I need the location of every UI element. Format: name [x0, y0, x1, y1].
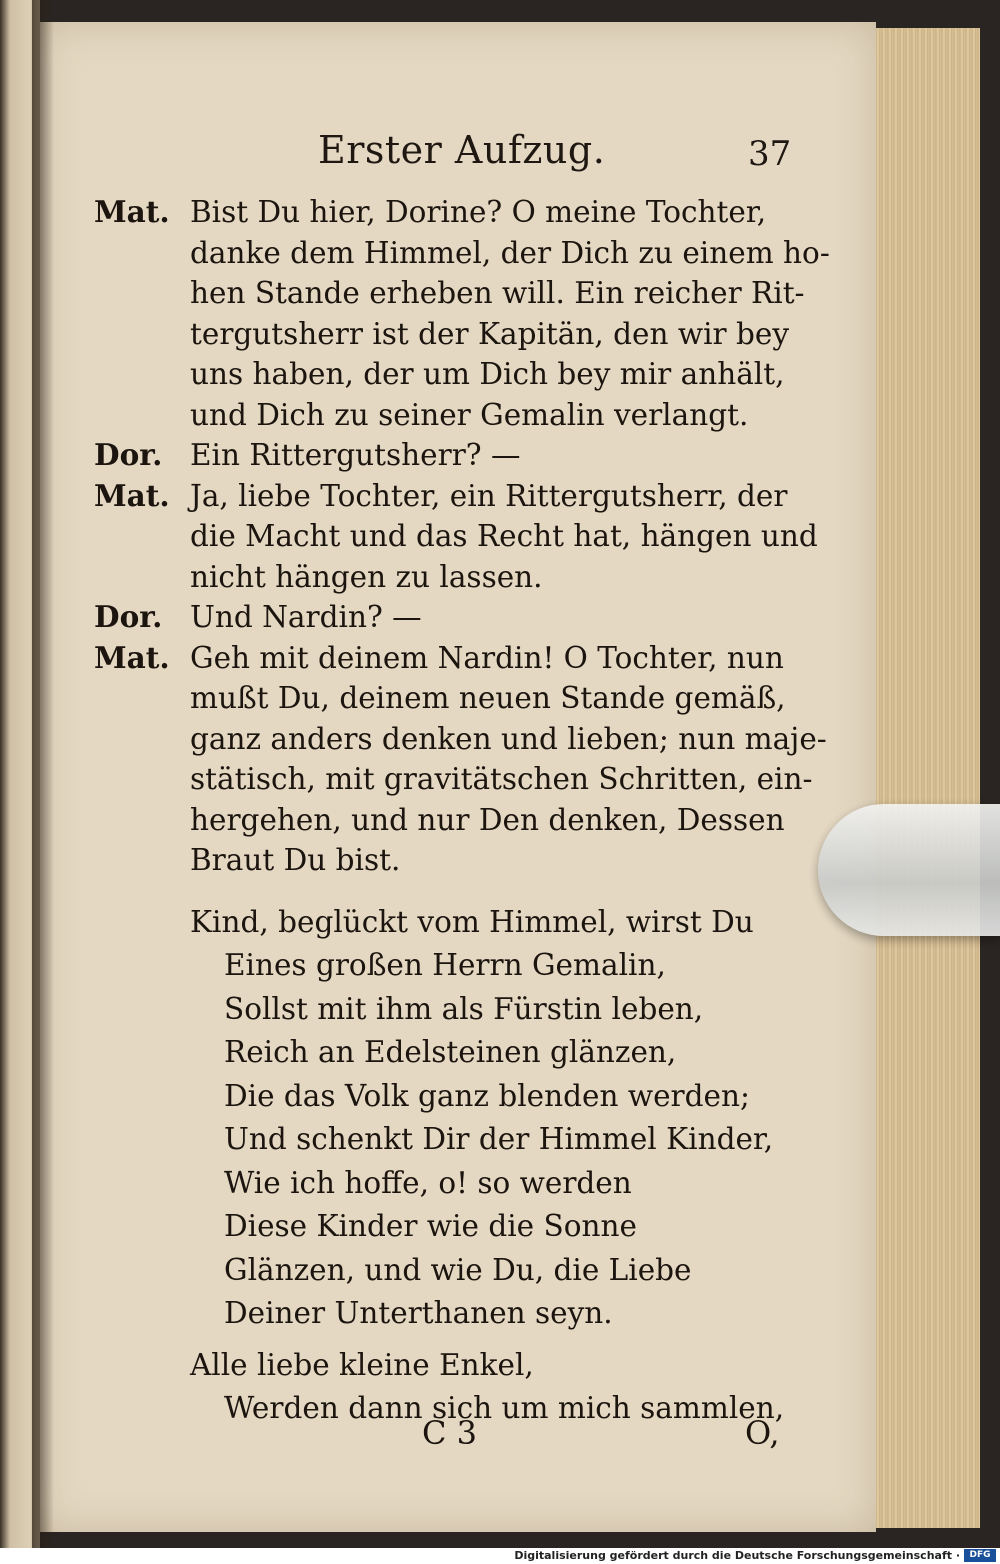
text-line: und Dich zu seiner Gemalin verlangt.: [190, 397, 749, 432]
page-number: 37: [748, 134, 792, 174]
verse-line: Deiner Unterthanen seyn.: [224, 1296, 613, 1330]
speaker-label: Dor.: [94, 599, 163, 634]
text-line: Und Nardin? —: [190, 600, 422, 634]
verse-line: Wie ich hoffe, o! so werden: [224, 1165, 632, 1200]
text-line: Braut Du bist.: [190, 843, 401, 877]
text-line: danke dem Himmel, der Dich zu einem ho-: [190, 235, 830, 270]
speaker-label: Mat.: [94, 194, 170, 229]
speaker-label: Dor.: [94, 437, 163, 472]
verse-line: Diese Kinder wie die Sonne: [224, 1209, 637, 1243]
digitization-credit: Digitalisierung gefördert durch die Deutsche Forschungsgemeinschaft ·: [514, 1549, 960, 1562]
speech: [94, 638, 827, 881]
page-edges: [866, 28, 980, 1528]
verse: [190, 901, 794, 1431]
text-line: nicht hängen zu lassen.: [190, 559, 543, 594]
verse-line: Kind, beglückt vom Himmel, wirst Du: [190, 904, 754, 939]
text-line: stätisch, mit gravitätschen Schritten, ein-: [190, 762, 813, 796]
speech: [94, 435, 794, 476]
text-line: ganz anders denken und lieben; nun maje-: [190, 721, 827, 756]
text-line: Geh mit deinem Nardin! O Tochter, nun: [190, 640, 784, 675]
text-line: Ein Rittergutsherr? —: [190, 438, 521, 472]
dfg-logo: DFG: [964, 1549, 996, 1562]
speech: [94, 476, 818, 598]
spine-shadow: [32, 0, 54, 1548]
text-line: Ja, liebe Tochter, ein Rittergutsherr, der: [190, 478, 788, 513]
verse-line: Sollst mit ihm als Fürstin leben,: [224, 991, 704, 1026]
text-line: hen Stande erheben will. Ein reicher Rit-: [190, 276, 805, 310]
speech: [94, 597, 794, 638]
text-line: tergutsherr ist der Kapitän, den wir bey: [190, 316, 789, 351]
text-line: hergehen, und nur Den denken, Dessen: [190, 802, 785, 837]
verse-line: Reich an Edelsteinen glänzen,: [224, 1035, 677, 1069]
speaker-label: Mat.: [94, 477, 170, 513]
verse-line: Werden dann sich um mich sammlen,: [224, 1391, 785, 1425]
speech: [94, 192, 830, 435]
verse-line: Und schenkt Dir der Himmel Kinder,: [224, 1122, 774, 1156]
bookmark-clip: [818, 804, 1000, 936]
verse-line: Glänzen, und wie Du, die Liebe: [224, 1252, 692, 1287]
signature-mark: C 3: [422, 1414, 478, 1452]
text-line: Bist Du hier, Dorine? O meine Tochter,: [190, 195, 767, 229]
verse-line: Eines großen Herrn Gemalin,: [224, 948, 666, 982]
speaker-label: Mat.: [94, 639, 170, 675]
dialogue: [94, 192, 830, 881]
verse-line: Alle liebe kleine Enkel,: [190, 1347, 534, 1382]
text-line: die Macht und das Recht hat, hängen und: [190, 519, 818, 553]
catchword: O,: [745, 1414, 780, 1452]
text-line: mußt Du, deinem neuen Stande gemäß,: [190, 681, 786, 715]
verse-line: Die das Volk ganz blenden werden;: [224, 1078, 750, 1113]
page-text: [94, 192, 830, 1431]
text-line: uns haben, der um Dich bey mir anhält,: [190, 357, 785, 391]
running-title: Erster Aufzug.: [318, 128, 606, 172]
